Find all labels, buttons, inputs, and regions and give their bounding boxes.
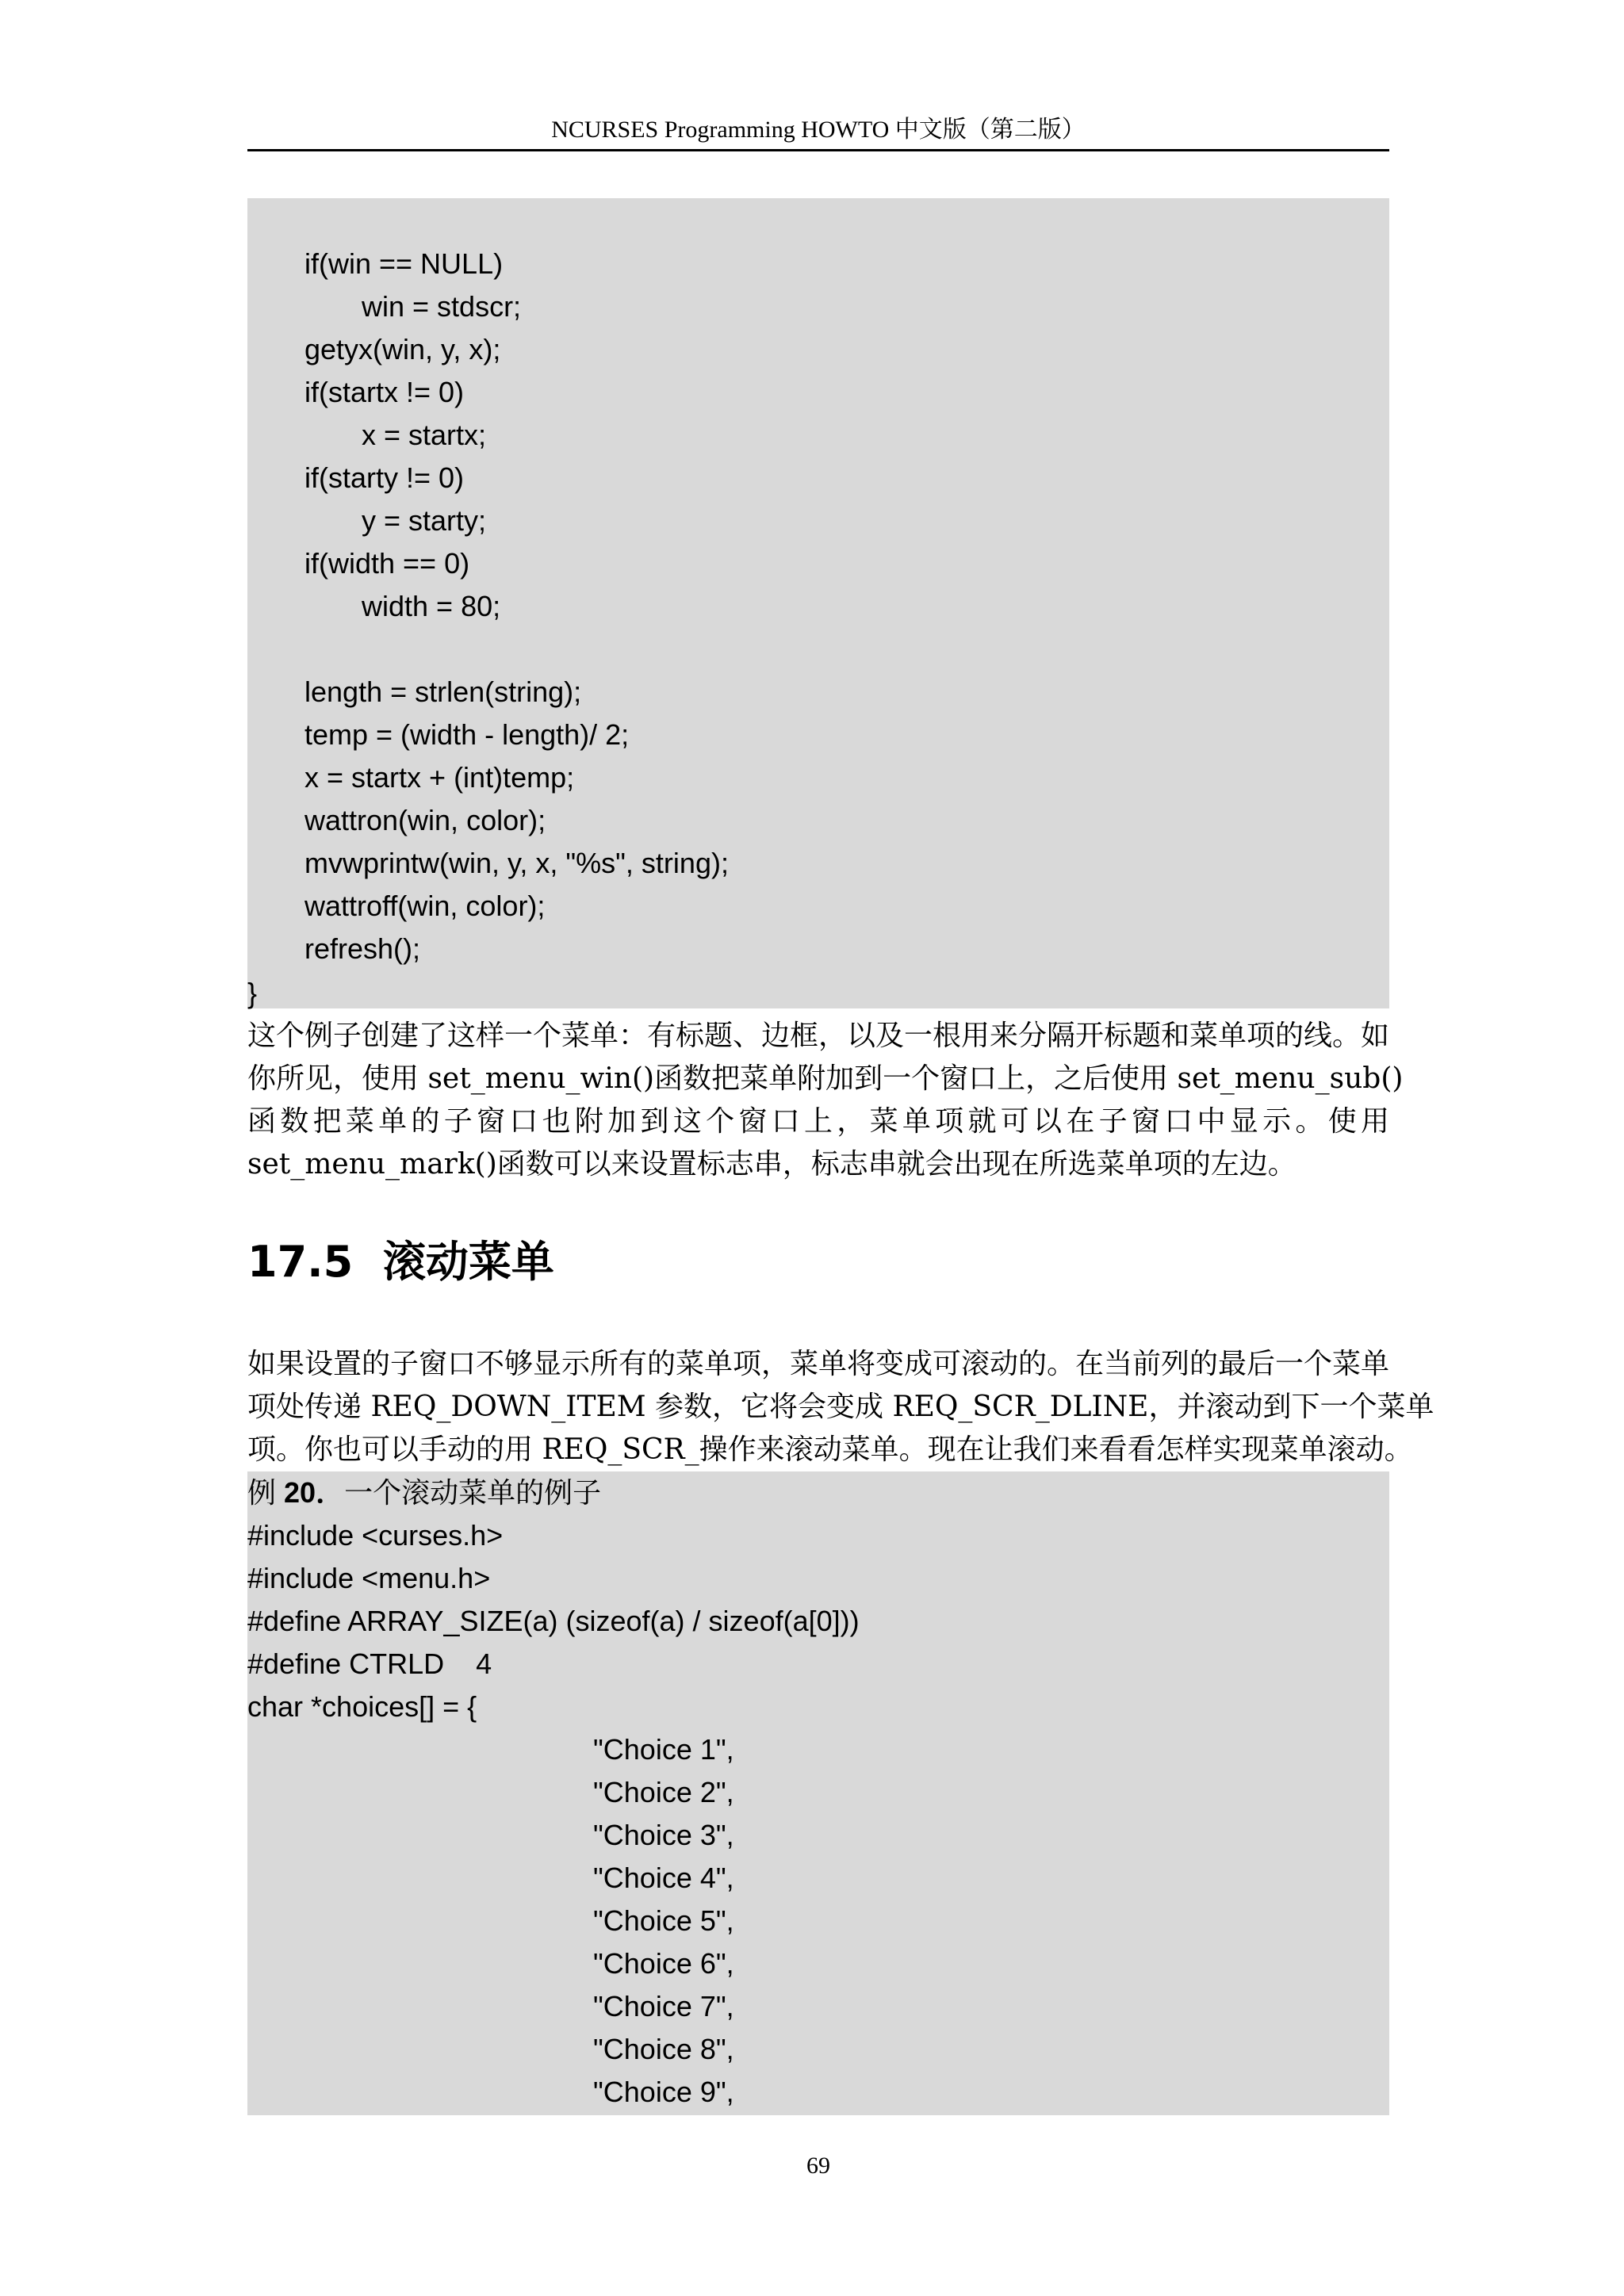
code-line: x = startx; bbox=[362, 419, 487, 451]
code-line: #define CTRLD 4 bbox=[247, 1647, 492, 1680]
code-line: "Choice 8", bbox=[593, 2033, 734, 2065]
code-line: wattroff(win, color); bbox=[304, 890, 546, 922]
page-number: 69 bbox=[806, 2152, 830, 2179]
running-header: NCURSES Programming HOWTO 中文版（第二版） bbox=[551, 117, 1086, 143]
code-line: refresh(); bbox=[304, 932, 421, 965]
example-lead: 例 bbox=[247, 1476, 277, 1509]
code-line: if(win == NULL) bbox=[304, 247, 504, 280]
code-line: "Choice 1", bbox=[593, 1733, 734, 1766]
paragraph-scrolling-menus bbox=[247, 1343, 1434, 1471]
code-line: x = startx + (int)temp; bbox=[304, 761, 575, 794]
code-line: getyx(win, y, x); bbox=[304, 333, 501, 365]
header-rule bbox=[247, 149, 1389, 151]
example-caption bbox=[247, 1471, 1389, 1514]
section-title-text: 滚动菜单 bbox=[382, 1237, 554, 1287]
code-line: "Choice 4", bbox=[593, 1862, 734, 1894]
example-title: 一个滚动菜单的例子 bbox=[344, 1476, 602, 1509]
section-heading bbox=[247, 1234, 1389, 1291]
code-line: "Choice 7", bbox=[593, 1990, 734, 2022]
paragraph-line: 你所见，使用 set_menu_win()函数把菜单附加到一个窗口上，之后使用 set_menu_sub() bbox=[247, 1062, 1404, 1095]
code-line: "Choice 9", bbox=[593, 2076, 734, 2108]
code-line: "Choice 6", bbox=[593, 1947, 734, 1980]
paragraph-line: 函数把菜单的子窗口也附加到这个窗口上，菜单项就可以在子窗口中显示。使用 bbox=[247, 1105, 1389, 1138]
code-line: width = 80; bbox=[362, 590, 501, 622]
code-line-closing-brace: } bbox=[247, 977, 258, 1009]
code-line: "Choice 2", bbox=[593, 1776, 734, 1808]
code-line: #define ARRAY_SIZE(a) (sizeof(a) / sizeof(a[0])) bbox=[247, 1605, 860, 1637]
code-line: if(startx != 0) bbox=[304, 376, 465, 408]
code-line: char *choices[] = { bbox=[247, 1690, 477, 1723]
code-line: wattron(win, color); bbox=[304, 804, 546, 836]
paragraph-menu-explanation bbox=[247, 1015, 1404, 1186]
paragraph-line: set_menu_mark()函数可以来设置标志串，标志串就会出现在所选菜单项的左边。 bbox=[247, 1148, 1297, 1181]
code-block-example bbox=[247, 1471, 1389, 2115]
code-line: "Choice 3", bbox=[593, 1819, 734, 1851]
code-line bbox=[247, 628, 1389, 671]
section-number: 17.5 bbox=[247, 1237, 354, 1287]
paragraph-line: 如果设置的子窗口不够显示所有的菜单项，菜单将变成可滚动的。在当前列的最后一个菜单 bbox=[247, 1348, 1390, 1380]
code-line: length = strlen(string); bbox=[304, 675, 582, 708]
code-line: if(starty != 0) bbox=[304, 461, 465, 494]
code-line: #include <menu.h> bbox=[247, 1562, 491, 1594]
code-line: #include <curses.h> bbox=[247, 1519, 504, 1552]
code-line: y = starty; bbox=[362, 504, 487, 537]
paragraph-line: 项处传递 REQ_DOWN_ITEM 参数，它将会变成 REQ_SCR_DLINE，并滚动到下一个菜单 bbox=[247, 1391, 1434, 1423]
example-label: 20． bbox=[284, 1476, 345, 1509]
code-line: if(width == 0) bbox=[304, 547, 470, 580]
code-block-top bbox=[247, 198, 1389, 1008]
paragraph-line: 项。你也可以手动的用 REQ_SCR_操作来滚动菜单。现在让我们来看看怎样实现菜单滚动。 bbox=[247, 1433, 1413, 1466]
code-line: win = stdscr; bbox=[362, 290, 522, 323]
code-line: temp = (width - length)/ 2; bbox=[304, 718, 630, 751]
paragraph-line: 这个例子创建了这样一个菜单：有标题、边框，以及一根用来分隔开标题和菜单项的线。如 bbox=[247, 1020, 1390, 1052]
code-line: mvwprintw(win, y, x, "%s", string); bbox=[304, 847, 729, 879]
code-line: "Choice 5", bbox=[593, 1904, 734, 1937]
